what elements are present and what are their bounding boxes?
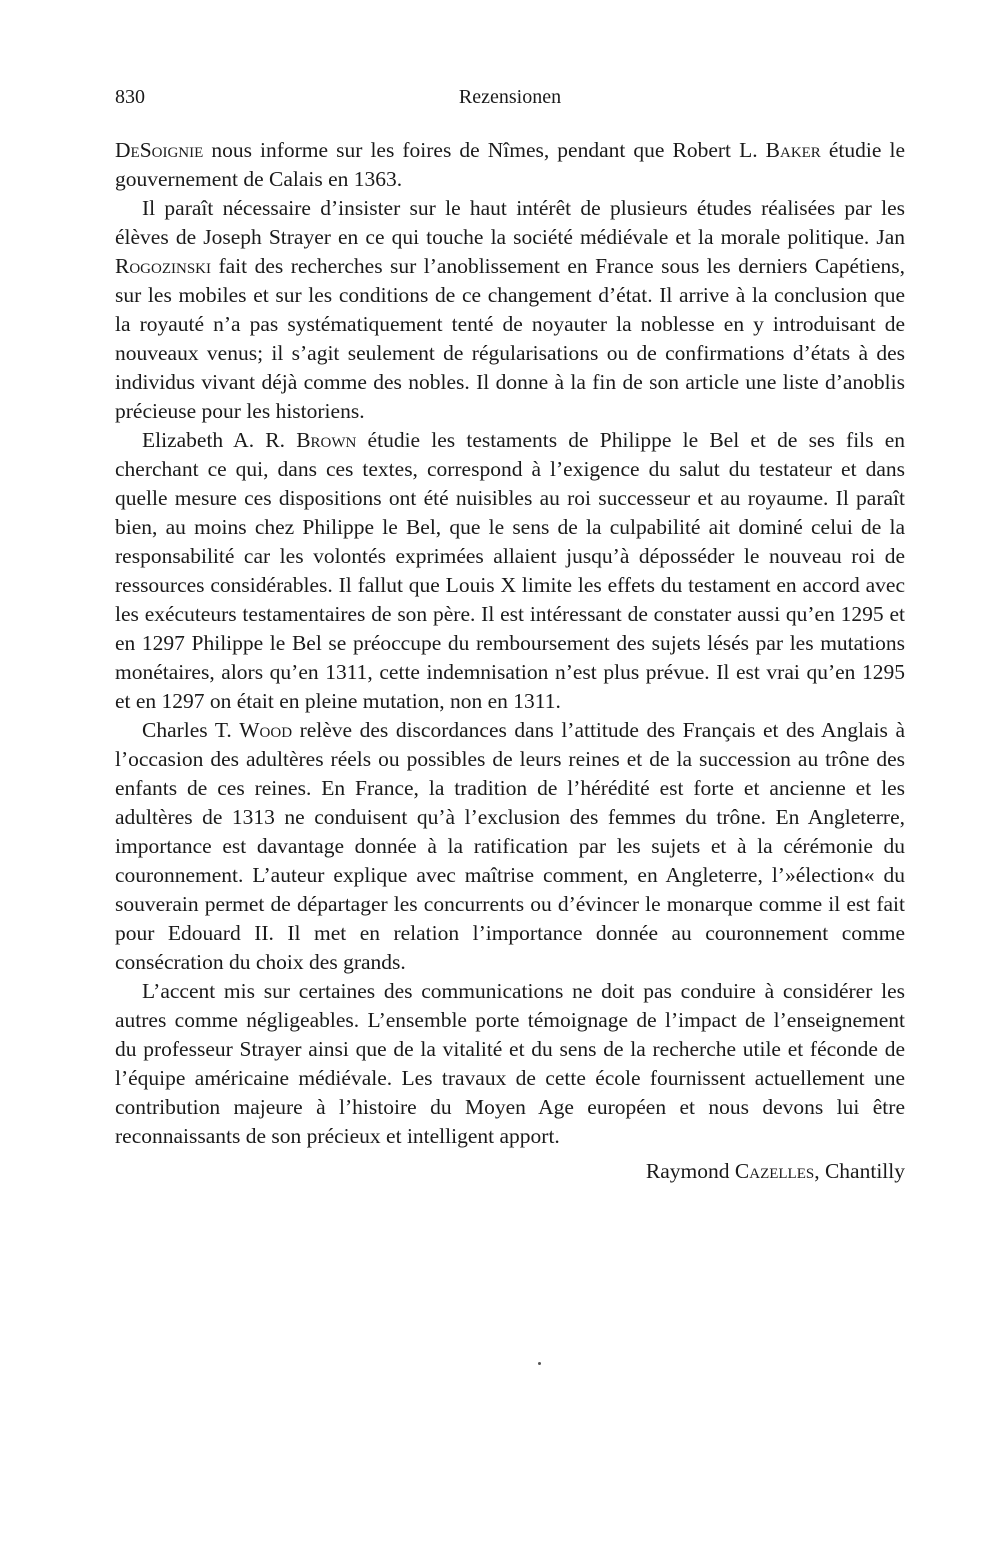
paragraph-text: Il paraît nécessaire d’insister sur le haut intérêt de plusieurs études réalisées par les élèves de Joseph Strayer en ce qui touche la société médiévale et la morale politique. Jan <box>115 196 905 249</box>
paragraph-text: nous informe sur les foires de Nîmes, pendant que Robert L. <box>203 138 766 162</box>
paragraph-text: Charles T. <box>142 718 240 742</box>
paragraph-3 <box>115 426 905 716</box>
reviewer-signature <box>115 1151 905 1186</box>
running-head: Rezensionen <box>458 86 562 108</box>
author-name: Rogozinski <box>115 254 211 278</box>
reviewer-first-name: Raymond <box>645 1159 735 1183</box>
paragraph-text: étudie les testaments de Philippe le Bel et de ses fils en cherchant ce qui, dans ces textes, correspond à l’exigence du salut du testateur et dans quelle mesure ces dispositions ont été nuisibles au roi successeur et au royaume. Il paraît bien, au moins chez Philippe le Bel, que le sens de la culpabilité ait dominé celui de la responsabilité car les volontés exprimées allaient jusqu’à déposséder le nouveau roi de ressources considérables. Il fallut que Louis X limite les effets du testament en accord avec les exécuteurs testamentaires de son père. Il est intéressant de constater aussi qu’en 1295 et en 1297 Philippe le Bel se préoccupe du remboursement des sujets lésés par les mutations monétaires, alors qu’en 1311, cette indemnisation n’est plus prévue. Il est vrai qu’en 1295 et en 1297 on était en pleine mutation, non en 1311. <box>115 428 905 713</box>
paragraph-text: L’accent mis sur certaines des communications ne doit pas conduire à considérer les autres comme négligeables. L’ensemble porte témoignage de l’impact de l’enseignement du professeur Strayer ainsi que de la vitalité et du sens de la recherche utile et féconde de l’équipe américaine médiévale. Les travaux de cette école fournissent actuellement une contribution majeure à l’histoire du Moyen Age européen et nous devons lui être reconnaissants de son précieux et intelligent apport. <box>115 979 905 1148</box>
author-name: Wood <box>239 718 293 742</box>
paragraph-5 <box>115 977 905 1151</box>
paragraph-text: fait des recherches sur l’anoblissement en France sous les derniers Capétiens, sur les mobiles et sur les conditions de ce changement d’état. Il arrive à la conclusion que la royauté n’a pas systématiquement tenté de noyauter la noblesse en y introduisant de nouveaux venus; il s’agit seulement de régularisations ou de confirmations d’états à des individus vivant déjà comme des nobles. Il donne à la fin de son article une liste d’anoblis précieuse pour les historiens. <box>115 254 905 423</box>
paragraph-1 <box>115 136 905 194</box>
paragraph-4 <box>115 716 905 977</box>
paragraph-text: étudie le gouvernement de Calais en 1363. <box>115 138 905 191</box>
paragraph-2 <box>115 194 905 426</box>
review-body <box>115 136 905 1186</box>
author-name: DeSoignie <box>115 138 204 162</box>
reviewer-place: , Chantilly <box>814 1159 905 1183</box>
author-name: Baker <box>765 138 821 162</box>
author-name: Brown <box>296 428 357 452</box>
page-number: 830 <box>115 86 145 108</box>
paragraph-text: relève des discordances dans l’attitude des Français et des Anglais à l’occasion des adultères réels ou possibles de leurs reines et de la succession au trône des enfants de ces reines. En France, la tradition de l’hérédité est forte et ancienne et les adultères de 1313 ne conduisent qu’à l’exclusion des femmes du trône. En Angleterre, importance est davantage donnée à la ratification par les sujets et à la cérémonie du couronnement. L’auteur explique avec maîtrise comment, en Angleterre, l’»élection« du souverain permet de départager les concurrents ou d’évincer le monarque comme il est fait pour Edouard II. Il met en relation l’importance donnée au couronnement comme consécration du choix des grands. <box>115 718 905 974</box>
reviewer-surname: Cazelles <box>734 1159 815 1183</box>
page-header <box>115 86 905 116</box>
scan-speck <box>538 1362 541 1365</box>
paragraph-text: Elizabeth A. R. <box>142 428 297 452</box>
